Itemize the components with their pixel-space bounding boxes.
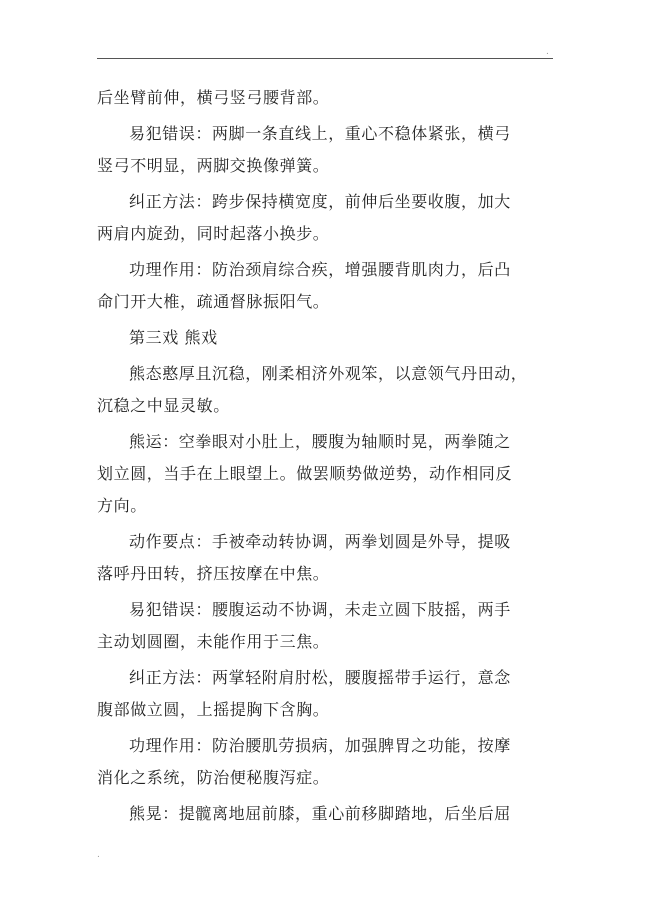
paragraph [97, 526, 553, 590]
paragraph [97, 322, 553, 354]
text-line: 落呼丹田转，挤压按摩在中焦。 [97, 564, 330, 583]
text-line: 腹部做立圆，上摇提胸下含胸。 [97, 700, 330, 719]
paragraph [97, 426, 553, 522]
text-line: 划立圆，当手在上眼望上。做罢顺势做逆势，动作相同反 [97, 464, 513, 483]
header-rule [97, 58, 553, 59]
paragraph [97, 662, 553, 726]
text-line: 后坐臂前伸，横弓竖弓腰背部。 [97, 88, 330, 107]
text-line: 易犯错误：腰腹运动不协调，未走立圆下肢摇，两手 [129, 600, 511, 619]
text-line: 竖弓不明显，两脚交换像弹簧。 [97, 156, 330, 175]
paragraph [97, 186, 553, 250]
text-line: 两肩内旋劲，同时起落小换步。 [97, 224, 330, 243]
text-line: 功理作用：防治颈肩综合疾，增强腰背肌肉力，后凸 [129, 260, 511, 279]
text-line: 熊态憨厚且沉稳，刚柔相济外观笨，以意领气丹田动， [129, 364, 528, 383]
text-line: 功理作用：防治腰肌劳损病，加强脾胃之功能，按摩 [129, 736, 511, 755]
text-line: 纠正方法：两掌轻附肩肘松，腰腹摇带手运行，意念 [129, 668, 511, 687]
text-line: 主动划圆圈，未能作用于三焦。 [97, 632, 330, 651]
text-line: 第三戏 熊戏 [129, 328, 218, 347]
text-line: 沉稳之中显灵敏。 [97, 396, 230, 415]
paragraph [97, 594, 553, 658]
text-line: 熊运：空拳眼对小肚上，腰腹为轴顺时晃，两拳随之 [129, 432, 511, 451]
document-body [97, 82, 553, 830]
header-mark: . [546, 47, 549, 57]
text-line: 易犯错误：两脚一条直线上，重心不稳体紧张，横弓 [129, 124, 511, 143]
paragraph [97, 798, 553, 830]
text-line: 命门开大椎，疏通督脉振阳气。 [97, 292, 330, 311]
paragraph [97, 358, 553, 422]
paragraph [97, 82, 553, 114]
paragraph [97, 254, 553, 318]
paragraph [97, 730, 553, 794]
text-line: 熊晃：提髋离地屈前膝，重心前移脚踏地，后坐后屈 [129, 804, 511, 823]
text-line: 纠正方法：跨步保持横宽度，前伸后坐要收腹，加大 [129, 192, 511, 211]
footer-mark: . [97, 850, 100, 860]
paragraph [97, 118, 553, 182]
text-line: 消化之系统，防治便秘腹泻症。 [97, 768, 330, 787]
text-line: 方向。 [97, 496, 147, 515]
text-line: 动作要点：手被牵动转协调，两拳划圆是外导，提吸 [129, 532, 511, 551]
